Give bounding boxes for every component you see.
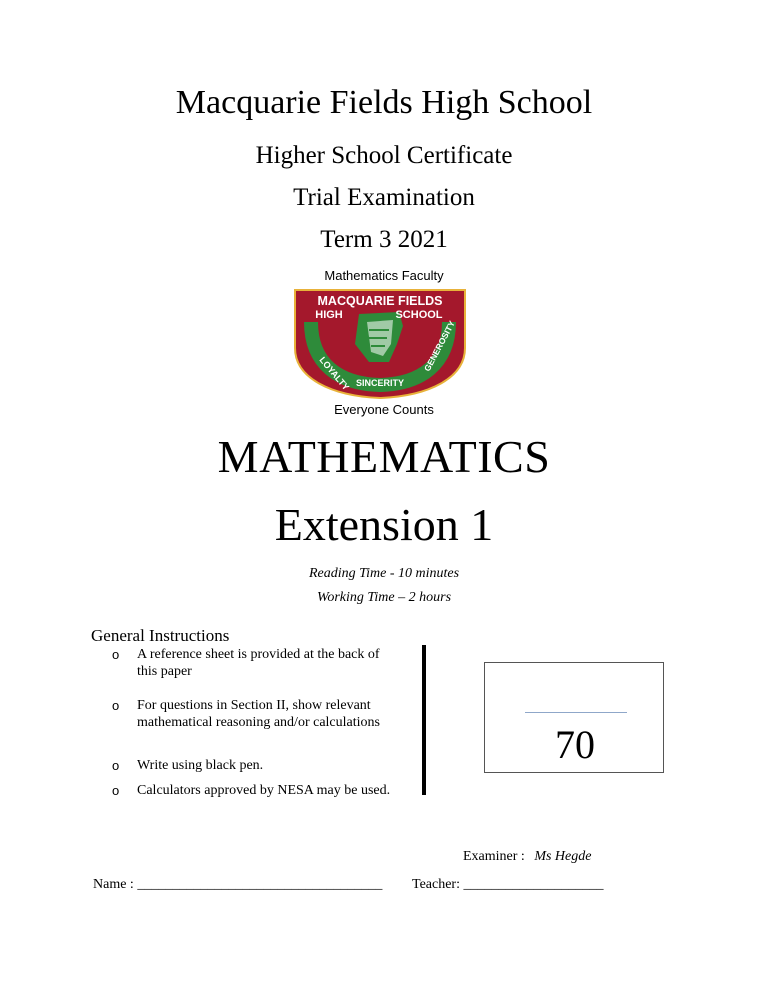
examiner-name: Ms Hegde bbox=[534, 849, 592, 864]
teacher-name-field[interactable]: Teacher: ____________________ bbox=[412, 877, 604, 892]
instruction-item bbox=[112, 697, 402, 731]
instruction-item bbox=[112, 782, 402, 799]
instructions-heading: General Instructions bbox=[91, 626, 230, 645]
student-name-field[interactable]: Name : ___________________________________ bbox=[93, 877, 383, 892]
bullet-icon: o bbox=[112, 647, 120, 662]
examiner-line bbox=[463, 849, 591, 865]
crest-word-generosity: GENEROSITY bbox=[421, 319, 457, 373]
subject-title: MATHEMATICS bbox=[217, 431, 551, 482]
instruction-text: A reference sheet is provided at the back of this paper bbox=[137, 647, 380, 679]
crest-word-loyalty: LOYALTY bbox=[317, 354, 352, 393]
instruction-text: Write using black pen. bbox=[137, 758, 264, 773]
marks-box bbox=[484, 662, 664, 773]
marks-total: 70 bbox=[555, 722, 595, 767]
instruction-item bbox=[112, 646, 402, 680]
instruction-text: For questions in Section II, show relevant mathematical reasoning and/or calculations bbox=[137, 698, 380, 730]
crest-word-sincerity: SINCERITY bbox=[355, 378, 405, 388]
reading-time: Reading Time - 10 minutes bbox=[308, 566, 460, 581]
school-motto: Everyone Counts bbox=[334, 402, 434, 417]
school-name: Macquarie Fields High School bbox=[175, 84, 593, 121]
faculty-label: Mathematics Faculty bbox=[324, 268, 444, 283]
instruction-item bbox=[112, 757, 402, 774]
exam-type: Trial Examination bbox=[293, 184, 475, 211]
bullet-icon: o bbox=[112, 783, 120, 798]
certificate-title: Higher School Certificate bbox=[255, 142, 513, 169]
instruction-text: Calculators approved by NESA may be used. bbox=[137, 783, 391, 798]
course-title: Extension 1 bbox=[274, 499, 494, 550]
bullet-icon: o bbox=[112, 698, 120, 713]
school-crest-logo bbox=[289, 286, 471, 400]
marks-score-line bbox=[525, 712, 627, 713]
examiner-label: Examiner : bbox=[463, 849, 525, 864]
exam-term: Term 3 2021 bbox=[320, 226, 448, 253]
bullet-icon: o bbox=[112, 758, 120, 773]
vertical-divider bbox=[422, 645, 426, 795]
crest-line2-left: HIGH bbox=[315, 309, 343, 321]
crest-line2-right: SCHOOL bbox=[395, 309, 443, 321]
crest-line1: MACQUARIE FIELDS bbox=[317, 294, 443, 308]
working-time: Working Time – 2 hours bbox=[316, 590, 452, 605]
